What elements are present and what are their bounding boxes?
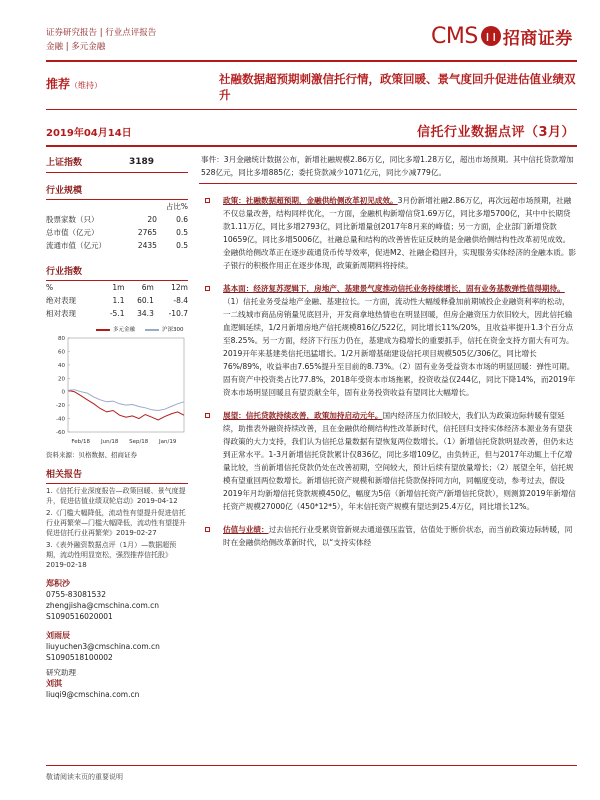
related-reports xyxy=(46,467,188,570)
related-report-item: 2.《门槛大幅降低，流动性有望提升促进信托行业再繁荣—门槛大幅降低，流动性有望提升促进信托行业再繁荣》2019-02-27 xyxy=(46,509,186,537)
headline-divider xyxy=(46,109,577,110)
x-tick-label: Sep/18 xyxy=(129,439,149,445)
section-fundamentals xyxy=(199,282,577,399)
legend-swatch-0 xyxy=(96,329,110,331)
y-tick-label: -40 xyxy=(56,416,65,423)
date-divider xyxy=(46,145,577,147)
analyst-block xyxy=(46,578,188,700)
perf-label: 绝对表现 xyxy=(46,296,76,305)
perf-12m: -10.7 xyxy=(168,309,188,318)
section-text: 国内经济压力依旧较大，我们认为政策边际转暖有望延续，助推表外融资持续改善，且在金融供给侧结构性改革新时代，信托回归支持实体经济本源业务有望获得政策的大力支持，我们认为信托总量数据有望恢复两位数增长。（1）新增信托贷款明显改善，但仍未达到正常水平。1-3月新增信托贷款累计仅836亿，同比多增109亿，由负转正，但与2017年动辄上千亿增量比较，当前新增信托贷款仍处在改善初期，空间较大，预计后续有望放量增长；（2）展望全年，信托规模有望重回两位数增长。新增信托资产规模和新增信托贷款保持同方向，同幅度变动，参考过去，假设2019年月均新增信托贷款规模450亿，幅度为5倍（新增信托资产/新增信托贷款），则测算2019年新增信托资产规模27000亿（450*12*5），年末信托资产规模有望达到25.4万亿，同比增长12%。 xyxy=(223,411,576,511)
rating xyxy=(46,75,102,92)
market-index-label: 上证指数 xyxy=(46,158,83,168)
y-tick-label: 80 xyxy=(58,336,65,342)
scale-pct: 0.6 xyxy=(176,215,188,224)
analyst-phone: 0755-83081532 xyxy=(46,590,106,599)
related-report-item: 3.《表外融资数据点评（1月）—数据超预期，流动性明显宽松，强烈推荐信托股》2019-02-18 xyxy=(46,541,177,569)
industry-index xyxy=(46,264,188,320)
perf-header: % xyxy=(46,283,54,292)
scale-value: 20 xyxy=(147,215,157,224)
legend-item xyxy=(145,325,184,333)
x-tick-label: Jun/18 xyxy=(100,439,119,445)
y-tick-label: -60 xyxy=(56,430,65,436)
performance-table xyxy=(46,281,188,320)
table-row xyxy=(46,226,188,239)
analyst-cert: S1090518100002 xyxy=(46,653,113,662)
bullet-icon xyxy=(205,527,210,532)
analyst-name: 刘雨辰 xyxy=(46,631,70,640)
perf-header: 1m xyxy=(112,283,125,292)
chart-legend xyxy=(46,324,188,334)
analyst-email: liuyuchen3@cmschina.com.cn xyxy=(46,642,160,651)
report-tags xyxy=(46,26,156,54)
related-report-item: 1.《信托行业深度报告—政策回暖、景气度提升，促进估值业绩双轮启动》2019-04-12 xyxy=(46,487,186,505)
assistant-name: 刘淇 xyxy=(46,679,62,688)
plot-frame xyxy=(68,338,184,432)
table-row xyxy=(46,294,188,307)
perf-1m: -5.1 xyxy=(109,309,125,318)
table-row xyxy=(46,307,188,320)
report-type: 证券研究报告 | 行业点评报告 xyxy=(46,28,157,38)
table-row xyxy=(46,213,188,226)
analyst-cert: S1090516020001 xyxy=(46,612,113,621)
scale-label: 流通市值（亿元） xyxy=(46,241,106,250)
market-index xyxy=(46,151,188,173)
footer-note: 敬请阅读末页的重要说明 xyxy=(46,773,123,781)
industry-scale xyxy=(46,183,188,252)
analyst-name: 郑积沙 xyxy=(46,579,70,588)
main-content xyxy=(199,151,577,549)
report-subtitle: 信托行业数据点评（3月） xyxy=(416,125,575,140)
y-tick-label: 60 xyxy=(58,349,65,356)
section-lead: 估值与业绩： xyxy=(223,525,269,534)
section-lead: 基本面：经济复苏逻辑下，房地产、基建景气度推动信托业务持续增长，固有业务基数弹性值得期待。 xyxy=(223,284,565,293)
perf-6m: 34.3 xyxy=(137,309,154,318)
legend-label: 多元金融 xyxy=(113,327,136,333)
scale-pct-header: 占比% xyxy=(165,202,188,211)
rating-label: 推荐 xyxy=(46,77,71,91)
x-tick-label: Feb/18 xyxy=(71,439,90,445)
perf-6m: 60.1 xyxy=(137,296,154,305)
scale-pct: 0.5 xyxy=(176,241,188,250)
logo-chinese: 招商证券 xyxy=(502,28,573,49)
table-row xyxy=(46,239,188,252)
bullet-icon xyxy=(205,413,210,418)
perf-1m: 1.1 xyxy=(112,296,125,305)
rating-note: （维持） xyxy=(70,81,103,90)
section-text: 过去信托行业受累资管新规去通道强压监管，估值处于断价状态，而当前政策边际转暖，同时在金融供给侧改革新时代，以“支持实体经 xyxy=(223,525,573,547)
section-lead: 政策：社融数据超预期，金融供给侧改革初见成效。 xyxy=(223,196,398,205)
perf-label: 相对表现 xyxy=(46,309,76,318)
legend-swatch-1 xyxy=(145,329,159,331)
assistant-email: liuqi9@cmschina.com.cn xyxy=(46,690,140,699)
perf-header: 12m xyxy=(171,283,188,292)
industry-scale-table xyxy=(46,200,188,252)
y-tick-label: -20 xyxy=(56,403,65,410)
report-sector: 金融 | 多元金融 xyxy=(46,42,106,52)
chart-source: 资料来源：贝格数据、招商证券 xyxy=(46,451,137,459)
report-headline: 社融数据超预期刺激信托行情，政策回暖、景气度回升促进估值业绩双升 xyxy=(219,72,576,102)
scale-pct: 0.5 xyxy=(176,228,188,237)
bullet-icon xyxy=(205,286,210,291)
industry-scale-title: 行业规模 xyxy=(46,186,83,196)
section-policy xyxy=(199,194,577,272)
industry-index-title: 行业指数 xyxy=(46,267,83,277)
event-summary: 事件：3月金融统计数据公布，新增社融规模2.86万亿，同比多增1.28万亿，超出市场预期。其中信托贷款增加528亿元，同比多增885亿；委托贷款减少1071亿元，同比少减779亿。 xyxy=(199,151,577,184)
footer-divider xyxy=(46,765,577,766)
scale-value: 2435 xyxy=(137,241,157,250)
legend-item xyxy=(96,325,135,333)
perf-12m: -8.4 xyxy=(173,296,188,305)
scale-label: 股票家数（只） xyxy=(46,215,99,224)
market-index-value: 3189 xyxy=(128,156,154,167)
section-lead: 展望：信托贷款持续改善，政策加持启动元年。 xyxy=(223,411,383,420)
index-chart xyxy=(46,324,188,448)
scale-value: 2765 xyxy=(137,228,157,237)
section-outlook xyxy=(199,409,577,513)
logo-latin: CMS xyxy=(431,23,478,49)
related-divider xyxy=(46,483,188,484)
y-tick-label: 0 xyxy=(61,389,65,396)
bullet-icon xyxy=(205,198,210,203)
cms-logo xyxy=(431,20,573,52)
analyst-email: zhengjisha@cmschina.com.cn xyxy=(46,601,160,610)
scale-label: 总市值（亿元） xyxy=(46,228,99,237)
index-line-chart xyxy=(46,334,188,446)
section-text: （1）信托业务受益地产金融、基建拉长。一方面，流动性大幅缓释叠加前期城投企业融资利率的松动，一二线城市商品房销量见底回升，开发商拿地热情也在明显回暖，但房企融资压力依旧较大，因此信托输血逻辑延续，1/2月新增房地产信托规模816亿/522亿，同比增长11%/20%，且收益率提升1.3个百分点至8.25%。另一方面，经济下行压力仍在，基建成为稳增长的重要抓手，信托在资金支持方面大有可为。2019开年来基建类信托迅猛增长。1/2月新增基础建设信托项目规模505亿/306亿，同比增长76%/89%，收益率由7.65%提升至目前的8.73%。（2）固有业务受益资本市场的明显回暖：弹性可期。固有资产中投资类占比77.8%，2018年受资本市场拖累，投资收益仅244亿，同比下降14%，而2019年资本市场明显回暖且有望贡献全年，固有业务投资收益有望同比大幅增长。 xyxy=(223,297,576,397)
section-text: 3月份新增社融2.86万亿，再次远超市场预期，社融不仅总量改善，结构同样优化，一方面，金融机构新增信贷1.69万亿，同比多增5700亿，其中中长期贷款1.11万亿，同比多增2793亿，同比新增量创2017年8月来的峰值；另一方面，企业部门新增贷款10659亿，同比多增5006亿，社融总量和结构的改善皆佐证反映的是金融供给侧结构性改革初见成效。金融供给侧改革正在逐步疏通货币传导效率，促进M2、社融企稳回升，实现服务实体经济的金融本质。影子银行的积极作用正在逐步体现，政策新周期料将持续。 xyxy=(223,196,577,270)
header-divider xyxy=(46,60,577,62)
section-valuation xyxy=(199,523,577,549)
related-title: 相关报告 xyxy=(46,470,83,480)
series-line-1 xyxy=(68,390,184,411)
y-tick-label: 20 xyxy=(58,376,65,383)
legend-label: 沪深300 xyxy=(162,327,184,333)
x-tick-label: Jan/19 xyxy=(159,439,177,445)
perf-header: 6m xyxy=(141,283,154,292)
assistant-title: 研究助理 xyxy=(46,668,76,677)
y-tick-label: 40 xyxy=(58,362,65,369)
report-date: 2019年04月14日 xyxy=(46,128,132,139)
left-sidebar xyxy=(46,151,188,700)
logo-disc-icon: ❙❙ xyxy=(481,26,501,46)
